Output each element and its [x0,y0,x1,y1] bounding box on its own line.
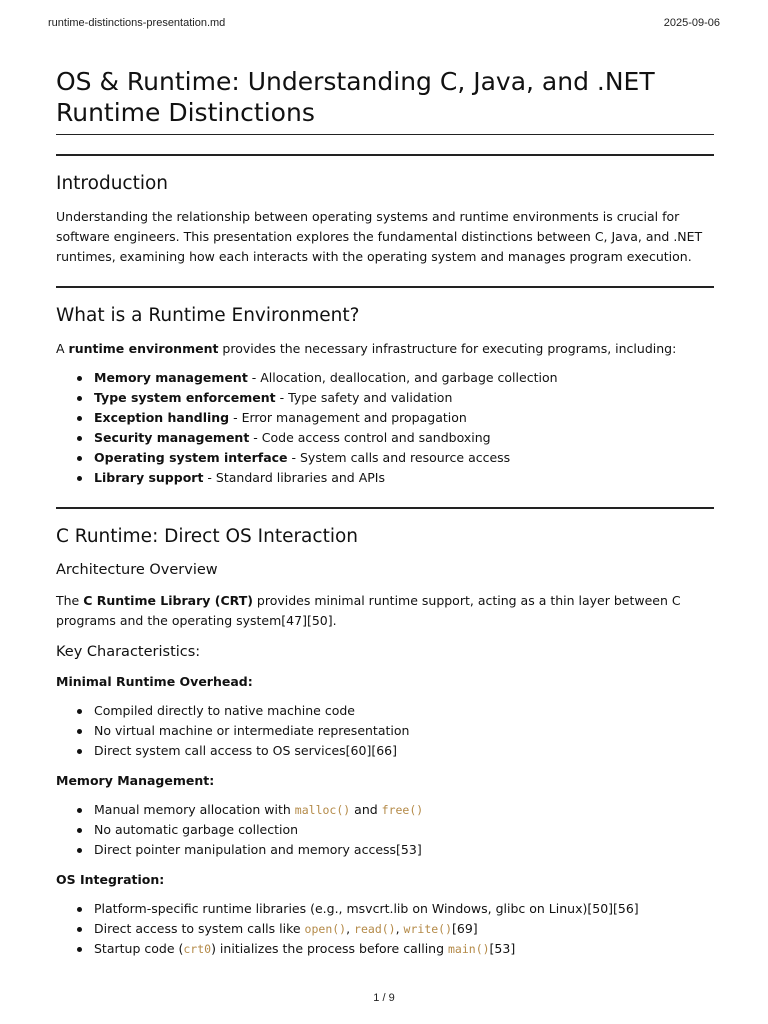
list-item: Platform-specific runtime libraries (e.g., msvcrt.lib on Windows, glibc on Linux)[50][56] [94,899,714,919]
list-item [94,388,714,408]
item-term: Type system enforcement [94,390,276,405]
text: [53] [489,941,516,956]
list-item [94,408,714,428]
arch-overview-heading: Architecture Overview [56,562,218,578]
text: Manual memory allocation with [94,802,295,817]
document-body [56,66,714,959]
arch-paragraph [56,591,714,631]
key-characteristics-heading: Key Characteristics: [56,644,201,660]
section-divider [56,286,714,288]
inline-code: write() [403,922,453,936]
arch-prefix: The [56,593,84,608]
page-number: 1 / 9 [373,992,395,1004]
list-item: Direct pointer manipulation and memory access[53] [94,840,714,860]
header-date: 2025-09-06 [663,17,720,29]
inline-code: open() [304,922,347,936]
item-term: Memory management [94,370,248,385]
text: and [350,802,382,817]
list-item: No automatic garbage collection [94,820,714,840]
lead-prefix: A [56,341,69,356]
list-item [94,919,714,939]
text: Startup code ( [94,941,184,956]
text: , [395,921,404,936]
overhead-label: Minimal Runtime Overhead: [56,674,253,689]
list-item: No virtual machine or intermediate representation [94,721,714,741]
item-desc: - Type safety and validation [275,390,453,405]
item-term: Library support [94,470,204,485]
list-item [94,468,714,488]
text: Direct access to system calls like [94,921,305,936]
item-desc: - Error management and propagation [229,410,467,425]
overhead-list [56,701,714,761]
runtime-env-lead [56,339,714,359]
section-divider [56,154,714,156]
header-filename: runtime-distinctions-presentation.md [48,17,226,29]
memory-label: Memory Management: [56,773,215,788]
item-term: Security management [94,430,250,445]
inline-code: free() [381,803,424,817]
os-integration-list [56,899,714,959]
list-item: Direct system call access to OS services[60][66] [94,741,714,761]
list-item [94,428,714,448]
lead-bold: runtime environment [68,341,219,356]
intro-heading: Introduction [56,173,169,194]
item-desc: - Allocation, deallocation, and garbage collection [247,370,558,385]
item-desc: - Code access control and sandboxing [249,430,491,445]
text: ) initializes the process before calling [211,941,448,956]
arch-rest: provides minimal runtime support, acting as a thin layer between C programs and the operating system[47][50]. [56,593,681,628]
inline-code: malloc() [294,803,351,817]
runtime-env-heading: What is a Runtime Environment? [56,305,360,326]
page-header [48,17,720,31]
arch-bold: C Runtime Library (CRT) [83,593,253,608]
runtime-env-list [56,368,714,488]
item-desc: - Standard libraries and APIs [203,470,385,485]
inline-code: main() [448,942,490,956]
document-title: OS & Runtime: Understanding C, Java, and .NET Runtime Distinctions [56,66,714,135]
section-divider [56,507,714,509]
intro-paragraph: Understanding the relationship between operating systems and runtime environments is crucial for software engineers. This presentation explores the fundamental distinctions between C, Java, and .NET runtimes, examining how each interacts with the operating system and manages program execution. [56,209,703,264]
text: [69] [452,921,478,936]
item-term: Operating system interface [94,450,288,465]
memory-list [56,800,714,860]
inline-code: read() [354,922,396,936]
inline-code: crt0 [183,942,212,956]
list-item [94,448,714,468]
list-item [94,800,714,820]
list-item [94,939,714,959]
lead-rest: provides the necessary infrastructure for executing programs, including: [218,341,677,356]
item-term: Exception handling [94,410,230,425]
os-integration-label: OS Integration: [56,872,165,887]
list-item [94,368,714,388]
c-runtime-heading: C Runtime: Direct OS Interaction [56,526,359,547]
text: , [346,921,355,936]
item-desc: - System calls and resource access [287,450,511,465]
list-item: Compiled directly to native machine code [94,701,714,721]
